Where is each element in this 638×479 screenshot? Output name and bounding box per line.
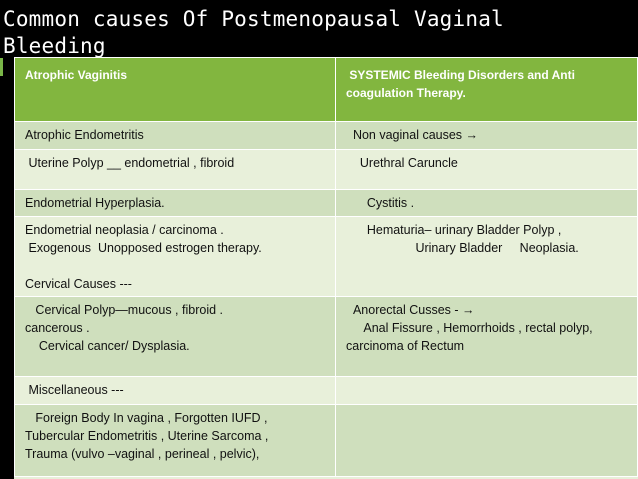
table-cell-left: Miscellaneous --- bbox=[15, 377, 336, 405]
table-row bbox=[15, 405, 638, 477]
table-row bbox=[15, 122, 638, 150]
table-row bbox=[15, 217, 638, 297]
table-cell-right: Cystitis . bbox=[336, 190, 638, 217]
table-cell-left: Foreign Body In vagina , Forgotten IUFD , Tubercular Endometritis , Uterine Sarcoma , Trauma (vulvo –vaginal , perineal , pelvic), bbox=[15, 405, 336, 477]
table-cell-right: Anorectal Cusses - → Anal Fissure , Hemorrhoids , rectal polyp, carcinoma of Rectum bbox=[336, 297, 638, 377]
header-cell-right: SYSTEMIC Bleeding Disorders and Anti coagulation Therapy. bbox=[336, 58, 638, 122]
title-accent-bar bbox=[0, 58, 3, 76]
table-cell-left: Endometrial Hyperplasia. bbox=[15, 190, 336, 217]
causes-table-container bbox=[14, 57, 638, 479]
causes-table bbox=[14, 57, 638, 477]
table-cell-left: Atrophic Endometritis bbox=[15, 122, 336, 150]
table-cell-left: Cervical Polyp—mucous , fibroid . cancerous . Cervical cancer/ Dysplasia. bbox=[15, 297, 336, 377]
table-row bbox=[15, 190, 638, 217]
table-cell-right bbox=[336, 377, 638, 405]
slide-title: Common causes Of Postmenopausal Vaginal Bleeding bbox=[3, 7, 517, 58]
table-header-row bbox=[15, 58, 638, 122]
header-cell-left: Atrophic Vaginitis bbox=[15, 58, 336, 122]
table-row bbox=[15, 150, 638, 190]
table-cell-right: Urethral Caruncle bbox=[336, 150, 638, 190]
table-cell-right bbox=[336, 405, 638, 477]
table-cell-right: Non vaginal causes → bbox=[336, 122, 638, 150]
table-cell-left: Uterine Polyp __ endometrial , fibroid bbox=[15, 150, 336, 190]
table-row bbox=[15, 377, 638, 405]
table-cell-right: Hematuria– urinary Bladder Polyp , Urinary Bladder Neoplasia. bbox=[336, 217, 638, 297]
table-cell-left: Endometrial neoplasia / carcinoma . Exogenous Unopposed estrogen therapy. Cervical Causes --- bbox=[15, 217, 336, 297]
table-row bbox=[15, 297, 638, 377]
